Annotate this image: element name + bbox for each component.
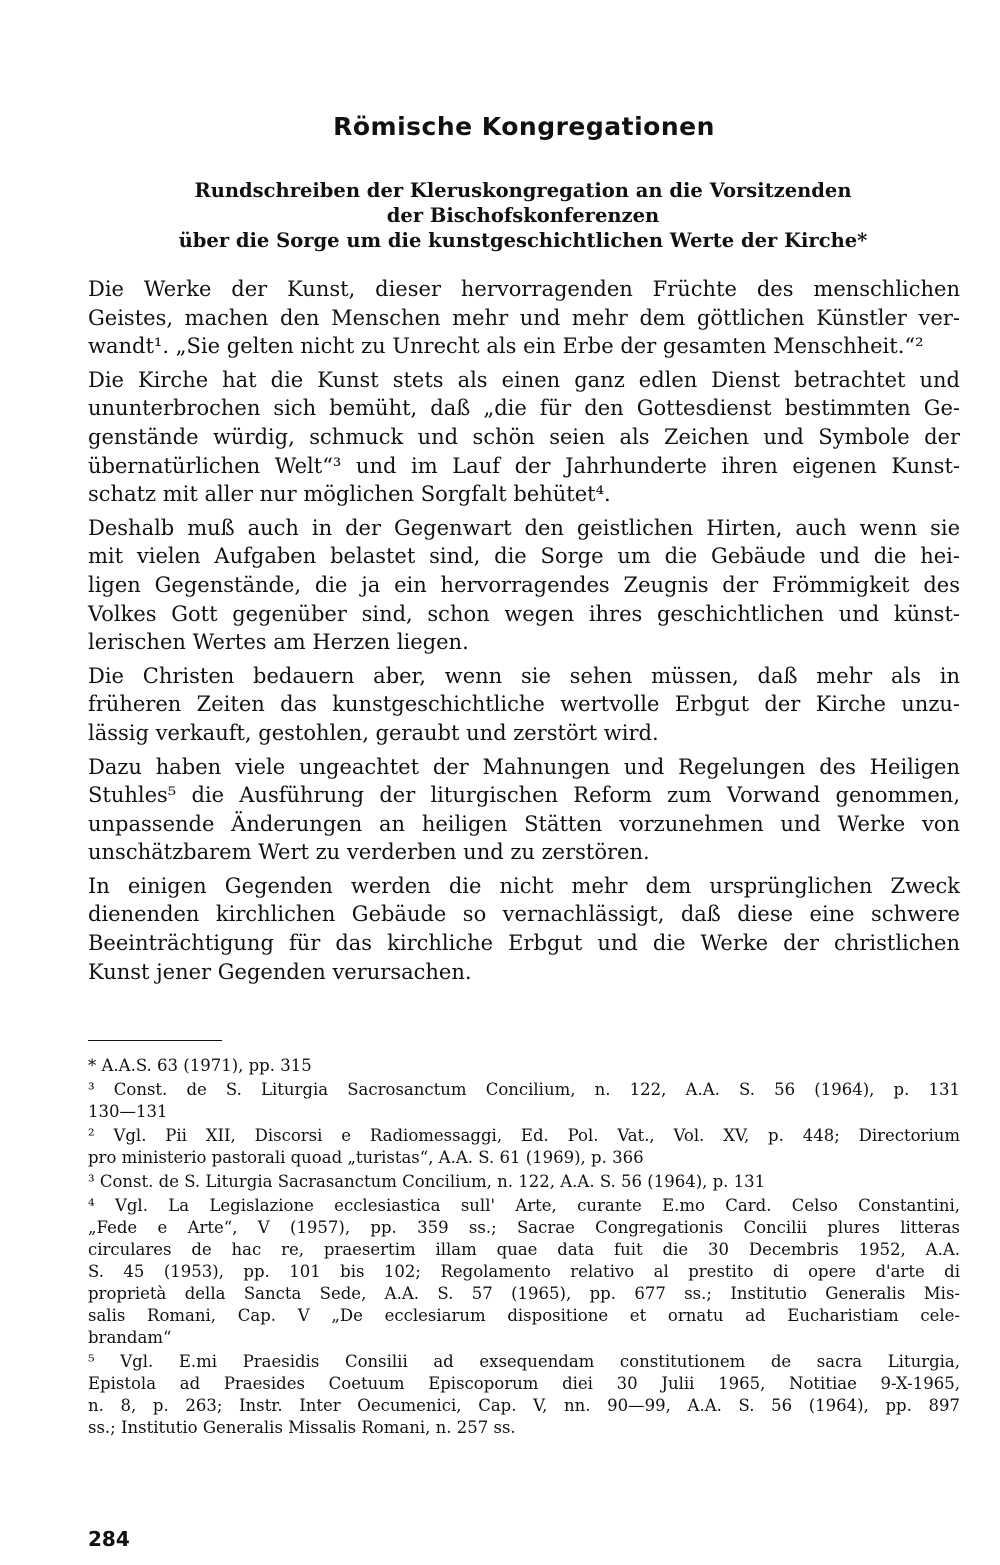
paragraph-line: Die Kirche hat die Kunst stets als einen ganz edlen Dienst betrachtet und (88, 367, 960, 392)
paragraph-line: lerischen Wertes am Herzen liegen. (88, 630, 469, 655)
footnote-line: salis Romani, Cap. V „De ecclesiarum dispositione et ornatu ad Eucharistiam cele- (88, 1306, 960, 1325)
paragraph-line: Die Christen bedauern aber, wenn sie sehen müssen, daß mehr als in (88, 663, 960, 688)
footnote (88, 1079, 960, 1123)
paragraph-line: Kunst jener Gegenden verursachen. (88, 959, 472, 984)
paragraph-line: In einigen Gegenden werden die nicht mehr dem ursprünglichen Zweck (88, 873, 960, 898)
footnote-line: brandam“ (88, 1328, 172, 1347)
footnote-line: n. 8, p. 263; Instr. Inter Oecumenici, Cap. V, nn. 90—99, A.A. S. 56 (1964), pp. 897 (88, 1396, 960, 1415)
paragraph-line: schatz mit aller nur möglichen Sorgfalt behütet⁴. (88, 482, 611, 507)
paragraph (88, 366, 960, 509)
footnote (88, 1351, 960, 1439)
subtitle-line: über die Sorge um die kunstgeschichtlichen Werte der Kirche* (178, 229, 868, 252)
footnote-line: „Fede e Arte“, V (1957), pp. 359 ss.; Sacrae Congregationis Concilii plures litteras (88, 1218, 960, 1237)
footnote-divider (88, 1040, 222, 1041)
paragraph-line: Die Werke der Kunst, dieser hervorragenden Früchte des menschlichen (88, 277, 960, 301)
footnote (88, 1171, 960, 1193)
paragraph-line: Deshalb muß auch in der Gegenwart den geistlichen Hirten, auch wenn sie (88, 515, 960, 540)
footnotes (88, 1055, 960, 1441)
footnote-line: Epistola ad Praesides Coetuum Episcoporum diei 30 Julii 1965, Notitiae 9-X-1965, (88, 1374, 960, 1393)
footnote-line: ³ Const. de S. Liturgia Sacrasanctum Concilium, n. 122, A.A. S. 56 (1964), p. 131 (88, 1172, 766, 1191)
footnote (88, 1055, 960, 1077)
paragraph (88, 514, 960, 657)
footnote-line: ss.; Institutio Generalis Missalis Romani, n. 257 ss. (88, 1418, 516, 1437)
footnote-line: pro ministerio pastorali quoad „turistas“, A.A. S. 61 (1969), p. 366 (88, 1148, 644, 1167)
paragraph-line: Geistes, machen den Menschen mehr und mehr dem göttlichen Künstler ver- (88, 305, 960, 330)
footnote-line: ³ Const. de S. Liturgia Sacrosanctum Concilium, n. 122, A.A. S. 56 (1964), p. 131 (88, 1080, 960, 1099)
footnote-line: circulares de hac re, praesertim illam quae data fuit die 30 Decembris 1952, A.A. (88, 1240, 960, 1259)
paragraph-line: ununterbrochen sich bemüht, daß „die für den Gottesdienst bestimmten Ge- (88, 396, 960, 421)
footnote-line: ⁵ Vgl. E.mi Praesidis Consilii ad exsequendam constitutionem de sacra Liturgia, (88, 1352, 960, 1371)
paragraph (88, 275, 960, 361)
paragraph-line: wandt¹. „Sie gelten nicht zu Unrecht als ein Erbe der gesamten Menschheit.“² (88, 334, 924, 359)
footnote-line: 130—131 (88, 1102, 168, 1121)
paragraph-line: Volkes Gott gegenüber sind, schon wegen ihres geschichtlichen und künst- (88, 601, 960, 626)
paragraph-line: früheren Zeiten das kunstgeschichtliche wertvolle Erbgut der Kirche unzu- (88, 692, 960, 717)
paragraph-line: Beeinträchtigung für das kirchliche Erbgut und die Werke der christlichen (88, 931, 960, 956)
subtitle-line: Rundschreiben der Kleruskongregation an die Vorsitzenden (194, 179, 852, 202)
footnote (88, 1195, 960, 1349)
paragraph-line: Stuhles⁵ die Ausführung der liturgischen Reform zum Vorwand genommen, (88, 783, 960, 808)
page-number: 284 (88, 1527, 130, 1551)
paragraph (88, 662, 960, 748)
footnote (88, 1125, 960, 1169)
footnote-line: ² Vgl. Pii XII, Discorsi e Radiomessaggi, Ed. Pol. Vat., Vol. XV, p. 448; Directorium (88, 1126, 960, 1145)
footnote-line: ⁴ Vgl. La Legislazione ecclesiastica sull' Arte, curante E.mo Card. Celso Constantini, (88, 1196, 960, 1215)
page-title: Römische Kongregationen (333, 112, 715, 141)
footnote-line: proprietà della Sancta Sede, A.A. S. 57 (1965), pp. 677 ss.; Institutio Generalis Mis- (88, 1284, 960, 1303)
footnote-line: S. 45 (1953), pp. 101 bis 102; Regolamento relativo al prestito di opere d'arte di (88, 1262, 960, 1281)
document-subtitle (88, 178, 958, 253)
paragraph-line: genstände würdig, schmuck und schön seien als Zeichen und Symbole der (88, 424, 960, 449)
paragraph (88, 753, 960, 867)
paragraph-line: unpassende Änderungen an heiligen Stätten vorzunehmen und Werke von (88, 811, 960, 836)
paragraph-line: lässig verkauft, gestohlen, geraubt und zerstört wird. (88, 720, 659, 745)
paragraph-line: unschätzbarem Wert zu verderben und zu zerstören. (88, 840, 650, 865)
paragraph-line: mit vielen Aufgaben belastet sind, die Sorge um die Gebäude und die hei- (88, 544, 960, 569)
subtitle-line: der Bischofskonferenzen (386, 204, 660, 227)
footnote-line: * A.A.S. 63 (1971), pp. 315 (88, 1056, 312, 1075)
paragraph-line: ligen Gegenstände, die ja ein hervorragendes Zeugnis der Frömmigkeit des (88, 572, 960, 597)
paragraph-line: übernatürlichen Welt“³ und im Lauf der Jahrhunderte ihren eigenen Kunst- (88, 453, 960, 478)
paragraph-line: dienenden kirchlichen Gebäude so vernachlässigt, daß diese eine schwere (88, 902, 960, 927)
body-text (88, 275, 960, 991)
paragraph (88, 872, 960, 986)
paragraph-line: Dazu haben viele ungeachtet der Mahnungen und Regelungen des Heiligen (88, 754, 960, 779)
